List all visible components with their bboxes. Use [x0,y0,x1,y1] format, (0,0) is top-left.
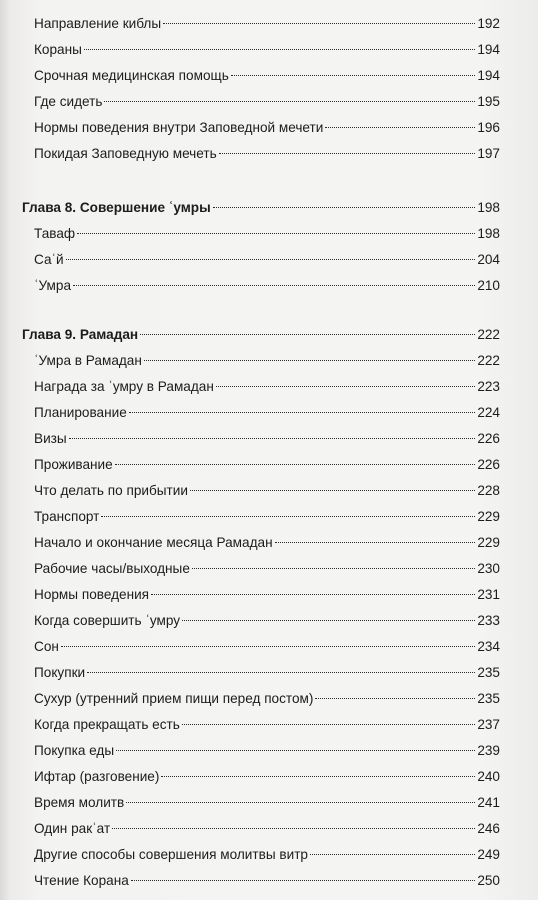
toc-entry-page: 229 [477,535,500,550]
toc-entry-title: Нормы поведения [34,587,150,602]
toc-entry-page: 224 [477,405,500,420]
toc-entry-title: ʿУмра [34,278,72,293]
dot-leader [310,854,475,855]
toc-entry [34,819,500,839]
dot-leader [112,828,475,829]
toc-entry-title: Начало и окончание месяца Рамадан [34,535,273,550]
dot-leader [77,233,475,234]
toc-entry-page: 228 [477,483,500,498]
dot-leader [101,516,475,517]
toc-entry-title: Когда совершить ʿумру [34,613,181,628]
toc-entry-title: Чтение Корана [34,873,129,888]
toc-entry [34,715,500,735]
toc-entry-page: 241 [477,795,500,810]
dot-leader [126,802,475,803]
dot-leader [192,568,475,569]
toc-entry [34,585,500,605]
toc-entry-title: Кораны [34,42,82,57]
dot-leader [129,412,476,413]
dot-leader [216,386,475,387]
toc-entry-page: 229 [477,509,500,524]
toc-entry-title: Транспорт [34,509,100,524]
dot-leader [87,672,475,673]
toc-entry-page: 231 [477,587,500,602]
toc-entry [34,276,500,296]
toc-entry-page: 235 [477,691,500,706]
toc-entry-page: 237 [477,717,500,732]
toc-entry [34,481,500,501]
toc-entry-title: Время молитв [34,795,125,810]
toc-entry-title: Нормы поведения внутри Заповедной мечети [34,120,324,135]
toc-chapter-heading [22,198,500,218]
toc-entry-title: Рабочие часы/выходные [34,561,190,576]
dot-leader [84,49,475,50]
toc-entry-title: Покидая Заповедную мечеть [34,146,217,161]
toc-entry-page: 194 [477,42,500,57]
toc-chapter-heading [22,325,500,345]
toc-entry [34,689,500,709]
toc-entry-title: Что делать по прибытии [34,483,188,498]
toc-entry [34,118,500,138]
toc-entry-page: 240 [477,769,500,784]
dot-leader [61,646,475,647]
toc-entry-title: Планирование [34,405,127,420]
toc-entry-title: Ифтар (разговение) [34,769,160,784]
toc-entry-page: 222 [477,353,500,368]
dot-leader [131,880,476,881]
toc-entry-page: 192 [477,16,500,31]
toc-entry-title: Когда прекращать есть [34,717,180,732]
toc-entry-page: 246 [477,821,500,836]
toc-entry-page: 197 [477,146,500,161]
dot-leader [66,259,476,260]
dot-leader [161,776,475,777]
toc-entry-title: Таваф [34,226,76,241]
toc-entry-title: Сухур (утренний прием пищи перед постом) [34,691,314,706]
dot-leader [163,23,475,24]
toc-entry-title: Награда за ʿумру в Рамадан [34,379,214,394]
toc-entry [34,507,500,527]
toc-entry [34,250,500,270]
dot-leader [140,334,475,335]
toc-entry-page: 223 [477,379,500,394]
toc-entry-title: Срочная медицинская помощь [34,68,229,83]
dot-leader [325,127,475,128]
toc-entry-title: Направление киблы [34,16,162,31]
toc-entry [34,559,500,579]
toc-entry [34,92,500,112]
toc-entry [34,14,500,34]
dot-leader [315,698,475,699]
toc-entry [34,793,500,813]
toc-entry [34,871,500,891]
dot-leader [213,207,476,208]
chapter-title: Глава 9. Рамадан [22,327,139,342]
toc-entry-page: 250 [477,873,500,888]
toc-entry [34,144,500,164]
dot-leader [231,75,476,76]
toc-entry [34,845,500,865]
toc-entry-page: 195 [477,94,500,109]
toc-entry-title: Покупки [34,665,86,680]
toc-entry-page: 235 [477,665,500,680]
toc-entry [34,455,500,475]
toc-entry-page: 226 [477,457,500,472]
toc-entry [34,377,500,397]
toc-entry [34,533,500,553]
chapter-page: 222 [477,327,500,342]
toc-entry-title: Один ракʿат [34,821,111,836]
toc-entry [34,40,500,60]
toc-entry-title: ʿУмра в Рамадан [34,353,142,368]
dot-leader [151,594,475,595]
toc-entry [34,637,500,657]
dot-leader [219,153,476,154]
dot-leader [190,490,475,491]
toc-entry [34,66,500,86]
toc-entry-page: 226 [477,431,500,446]
toc-entry [34,741,500,761]
toc-entry-page: 210 [477,278,500,293]
dot-leader [115,464,476,465]
toc-entry-page: 230 [477,561,500,576]
toc-entry [34,663,500,683]
toc-entry-title: Другие способы совершения молитвы витр [34,847,308,862]
dot-leader [69,438,476,439]
toc-entry-page: 204 [477,252,500,267]
toc-entry-title: Где сидеть [34,94,103,109]
toc-entry [34,611,500,631]
toc-entry [34,403,500,423]
toc-entry-page: 239 [477,743,500,758]
toc-entry-page: 233 [477,613,500,628]
toc-entry-page: 249 [477,847,500,862]
toc-entry-title: Покупка еды [34,743,115,758]
dot-leader [182,620,475,621]
toc-entry-title: Сон [34,639,59,654]
toc-entry-title: Проживание [34,457,113,472]
dot-leader [116,750,475,751]
toc-entry [34,351,500,371]
dot-leader [275,542,476,543]
chapter-page: 198 [477,200,500,215]
toc-entry-page: 194 [477,68,500,83]
dot-leader [144,360,475,361]
toc-entry-page: 198 [477,226,500,241]
dot-leader [73,285,475,286]
dot-leader [104,101,475,102]
toc-entry-page: 196 [477,120,500,135]
toc-entry-title: Саʿй [34,252,64,267]
chapter-title: Глава 8. Совершение ʿумры [22,200,211,215]
toc-entry-title: Визы [34,431,67,446]
toc-entry-page: 234 [477,639,500,654]
toc-entry [34,767,500,787]
dot-leader [182,724,475,725]
toc-entry [34,224,500,244]
toc-entry [34,429,500,449]
